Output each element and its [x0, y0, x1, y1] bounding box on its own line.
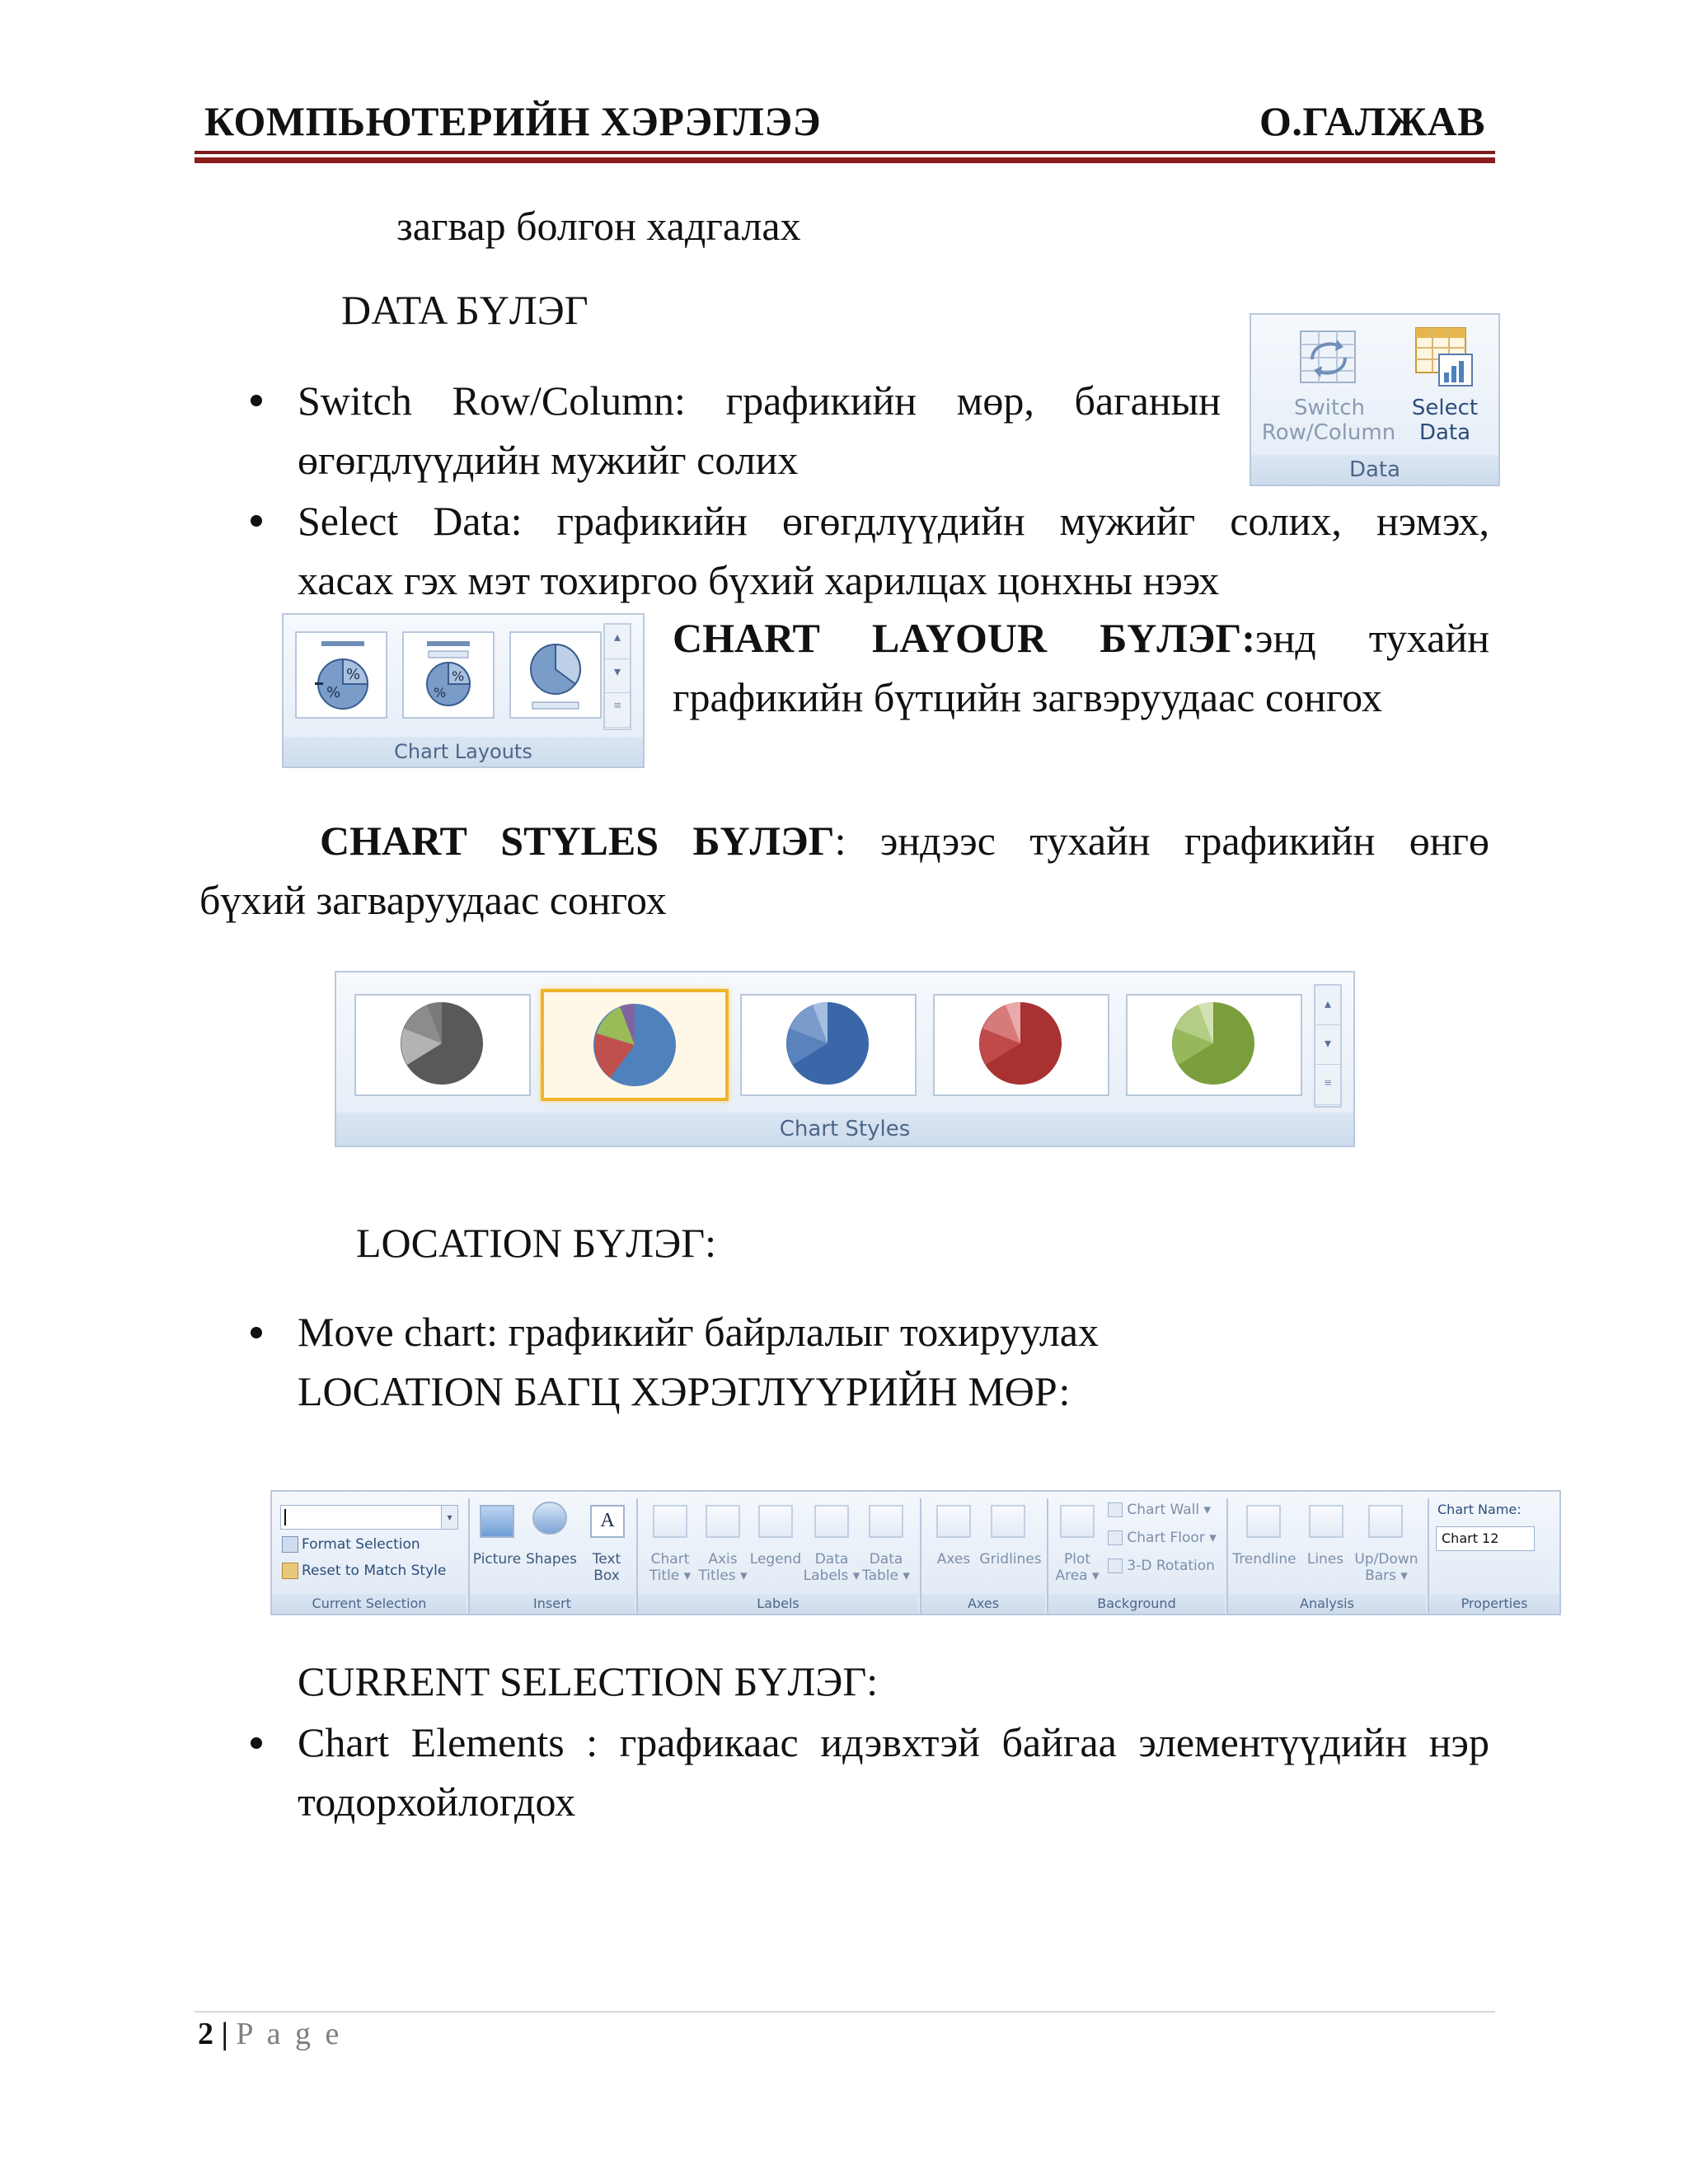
chart-style-option-4[interactable] — [933, 994, 1109, 1096]
background-group-label: Background — [1048, 1594, 1225, 1614]
trendline-icon[interactable] — [1246, 1505, 1281, 1538]
switch-label-1: Switch — [1294, 396, 1365, 420]
page-number: 2 — [198, 2017, 213, 2051]
text-box-label-1: Text — [592, 1551, 621, 1568]
scroll-down-icon[interactable]: ▾ — [1315, 1025, 1340, 1065]
up-down-bars-label-2: Bars ▾ — [1365, 1568, 1408, 1584]
gridlines-label: Gridlines — [979, 1551, 1042, 1568]
data-group-panel — [1250, 313, 1500, 486]
chart-layout-heading: CHART LAYOUR БҮЛЭГ: — [673, 615, 1255, 661]
current-selection-group-label: Current Selection — [272, 1594, 467, 1614]
axis-titles-label-1: Axis — [708, 1551, 738, 1568]
dropdown-arrow-icon[interactable]: ▾ — [441, 1506, 457, 1529]
chart-styles-heading: CHART STYLES БҮЛЭГ — [320, 818, 835, 864]
gridlines-icon[interactable] — [991, 1505, 1025, 1538]
chart-styles-panel — [335, 971, 1355, 1147]
text-box-label-2: Box — [593, 1568, 620, 1584]
format-selection-button[interactable] — [282, 1536, 420, 1553]
plot-area-label-1: Plot — [1063, 1551, 1091, 1568]
text-line-top: загвар болгон хадгалах — [396, 203, 801, 249]
chart-styles-line2: бүхий загваруудаас сонгох — [199, 877, 667, 923]
chart-name-input[interactable]: Chart 12 — [1436, 1526, 1535, 1551]
header-rule-thin — [195, 151, 1495, 154]
header-left-title: КОМПЬЮТЕРИЙН ХЭРЭГЛЭЭ — [204, 98, 822, 144]
axis-titles-icon[interactable] — [706, 1505, 740, 1538]
data-labels-icon[interactable] — [814, 1505, 849, 1538]
chart-layout-option-2[interactable] — [402, 631, 495, 719]
pie-style-icon — [544, 992, 725, 1098]
insert-group-label: Insert — [470, 1594, 635, 1614]
bullet3-line1: Move chart: графикийг байрлалыг тохируулах — [298, 1309, 1099, 1355]
chart-style-option-1[interactable] — [354, 994, 531, 1096]
bullet-marker — [251, 1327, 262, 1338]
axes-icon[interactable] — [936, 1505, 971, 1538]
switch-row-column-icon[interactable] — [1297, 326, 1360, 389]
shapes-label: Shapes — [525, 1551, 578, 1568]
layout-ribbon-panel — [270, 1490, 1561, 1615]
footer-rule — [195, 2011, 1495, 2013]
lines-icon[interactable] — [1309, 1505, 1343, 1538]
chart-title-label-1: Chart — [650, 1551, 690, 1568]
plot-area-icon[interactable] — [1060, 1505, 1095, 1538]
text-box-icon[interactable]: A — [590, 1505, 625, 1538]
analysis-group-label: Analysis — [1228, 1594, 1426, 1614]
bullet1-line2: өгөгдлүүдийн мужийг солих — [298, 437, 799, 483]
trendline-label: Trendline — [1232, 1551, 1296, 1568]
picture-icon[interactable] — [480, 1505, 514, 1538]
chart-style-option-2[interactable] — [541, 989, 729, 1101]
select-label-1: Select — [1411, 396, 1479, 420]
shapes-icon[interactable] — [532, 1502, 567, 1535]
pie-layout-icon — [404, 633, 493, 717]
chart-floor-icon — [1108, 1530, 1123, 1545]
pie-style-icon — [356, 996, 529, 1094]
chart-name-label: Chart Name: — [1437, 1502, 1522, 1517]
location-section-heading: LOCATION БҮЛЭГ: — [356, 1220, 717, 1266]
page-word: P a g e — [236, 2017, 343, 2051]
bullet-marker — [251, 515, 262, 527]
chart-style-option-5[interactable] — [1126, 994, 1302, 1096]
chart-layouts-scrollbar[interactable] — [603, 623, 631, 730]
data-table-label-1: Data — [869, 1551, 903, 1568]
text-cursor — [284, 1509, 286, 1526]
bullet4-line2: тодорхойлогдох — [298, 1779, 576, 1825]
chart-title-label-2: Title ▾ — [649, 1568, 692, 1584]
bullet1-line1: Switch Row/Column: графикийн мөр, баганын — [298, 377, 1221, 424]
chart-wall-button[interactable] — [1108, 1502, 1211, 1518]
chart-wall-icon — [1108, 1502, 1123, 1517]
data-labels-label-2: Labels ▾ — [803, 1568, 860, 1584]
footer-separator: | — [221, 2017, 228, 2051]
format-selection-label: Format Selection — [302, 1536, 420, 1553]
chart-styles-rest: : эндээс тухайн графикийн өнгө — [834, 818, 1489, 864]
select-label-2: Data — [1418, 420, 1471, 445]
current-selection-section-heading: CURRENT SELECTION БҮЛЭГ: — [298, 1658, 879, 1704]
bullet-marker — [251, 395, 262, 406]
format-selection-icon — [282, 1536, 298, 1553]
bullet4-line1: Chart Elements : графикаас идэвхтэй байгаа элементүүдийн нэр — [298, 1719, 1489, 1765]
header-right-title: О.ГАЛЖАВ — [1259, 98, 1486, 144]
reset-to-match-style-label: Reset to Match Style — [302, 1563, 447, 1579]
legend-icon[interactable] — [758, 1505, 793, 1538]
scroll-more-icon[interactable]: ≡ — [1315, 1065, 1340, 1104]
data-table-icon[interactable] — [869, 1505, 903, 1538]
data-labels-label-1: Data — [814, 1551, 849, 1568]
page-footer — [198, 2016, 342, 2052]
3d-rotation-icon — [1108, 1558, 1123, 1573]
legend-label: Legend — [749, 1551, 802, 1568]
svg-text:%: % — [452, 668, 465, 684]
chart-floor-button[interactable] — [1108, 1530, 1217, 1546]
reset-to-match-style-button[interactable] — [282, 1563, 446, 1579]
data-table-label-2: Table ▾ — [862, 1568, 910, 1584]
chart-layouts-panel — [282, 613, 645, 768]
chart-layout-option-1[interactable] — [295, 631, 387, 719]
pie-style-icon — [1128, 996, 1301, 1094]
chart-layout-line2: графикийн бүтцийн загвэруудаас сонгох — [673, 674, 1382, 720]
pie-style-icon — [742, 996, 915, 1094]
data-section-heading: DATA БҮЛЭГ — [341, 287, 588, 333]
up-down-bars-icon[interactable] — [1368, 1505, 1403, 1538]
properties-group-label: Properties — [1429, 1594, 1559, 1614]
data-group-label: Data — [1251, 455, 1498, 485]
labels-group-label: Labels — [638, 1594, 918, 1614]
3d-rotation-button[interactable] — [1108, 1558, 1215, 1574]
scroll-more-icon[interactable]: ≡ — [605, 693, 630, 728]
header-rule-thick — [195, 157, 1495, 163]
plot-area-label-2: Area ▾ — [1055, 1568, 1100, 1584]
svg-text:%: % — [346, 666, 361, 683]
reset-style-icon — [282, 1563, 298, 1579]
up-down-bars-label-1: Up/Down — [1354, 1551, 1418, 1568]
bullet2-line2: хасах гэх мэт тохиргоо бүхий харилцах цонхны нээх — [298, 557, 1220, 603]
pie-style-icon — [935, 996, 1108, 1094]
chart-floor-label: Chart Floor ▾ — [1127, 1530, 1217, 1546]
lines-label: Lines — [1306, 1551, 1344, 1568]
chart-title-icon[interactable] — [653, 1505, 687, 1538]
picture-label: Picture — [472, 1551, 522, 1568]
axes-label: Axes — [936, 1551, 971, 1568]
bullet2-line1: Select Data: графикийн өгөгдлүүдийн мужийг солих, нэмэх, — [298, 498, 1489, 544]
scroll-down-icon[interactable]: ▾ — [605, 659, 630, 694]
chart-styles-group-label: Chart Styles — [336, 1113, 1353, 1146]
pie-layout-icon — [511, 633, 600, 717]
bullet3-line2: LOCATION БАГЦ ХЭРЭГЛҮҮРИЙН МӨР: — [298, 1368, 1071, 1414]
switch-label-2: Row/Column — [1261, 420, 1396, 445]
chart-layout-line1 — [673, 608, 1489, 668]
bullet-marker — [251, 1737, 262, 1749]
scroll-up-icon[interactable]: ▴ — [605, 625, 630, 659]
chart-styles-line1 — [320, 811, 1489, 870]
scroll-up-icon[interactable]: ▴ — [1315, 986, 1340, 1025]
chart-layout-rest: энд тухайн — [1254, 615, 1489, 661]
axis-titles-label-2: Titles ▾ — [698, 1568, 748, 1584]
svg-text:%: % — [326, 684, 341, 701]
3d-rotation-label: 3-D Rotation — [1127, 1558, 1215, 1574]
chart-wall-label: Chart Wall ▾ — [1127, 1502, 1212, 1518]
chart-style-option-3[interactable] — [740, 994, 917, 1096]
axes-group-label: Axes — [921, 1594, 1045, 1614]
chart-elements-dropdown[interactable] — [280, 1505, 458, 1530]
chart-layouts-group-label: Chart Layouts — [284, 737, 643, 766]
chart-layout-option-3[interactable] — [509, 631, 602, 719]
select-data-icon[interactable] — [1413, 325, 1475, 391]
pie-layout-icon — [297, 633, 386, 717]
svg-text:%: % — [434, 685, 447, 701]
chart-styles-scrollbar[interactable] — [1314, 984, 1342, 1108]
